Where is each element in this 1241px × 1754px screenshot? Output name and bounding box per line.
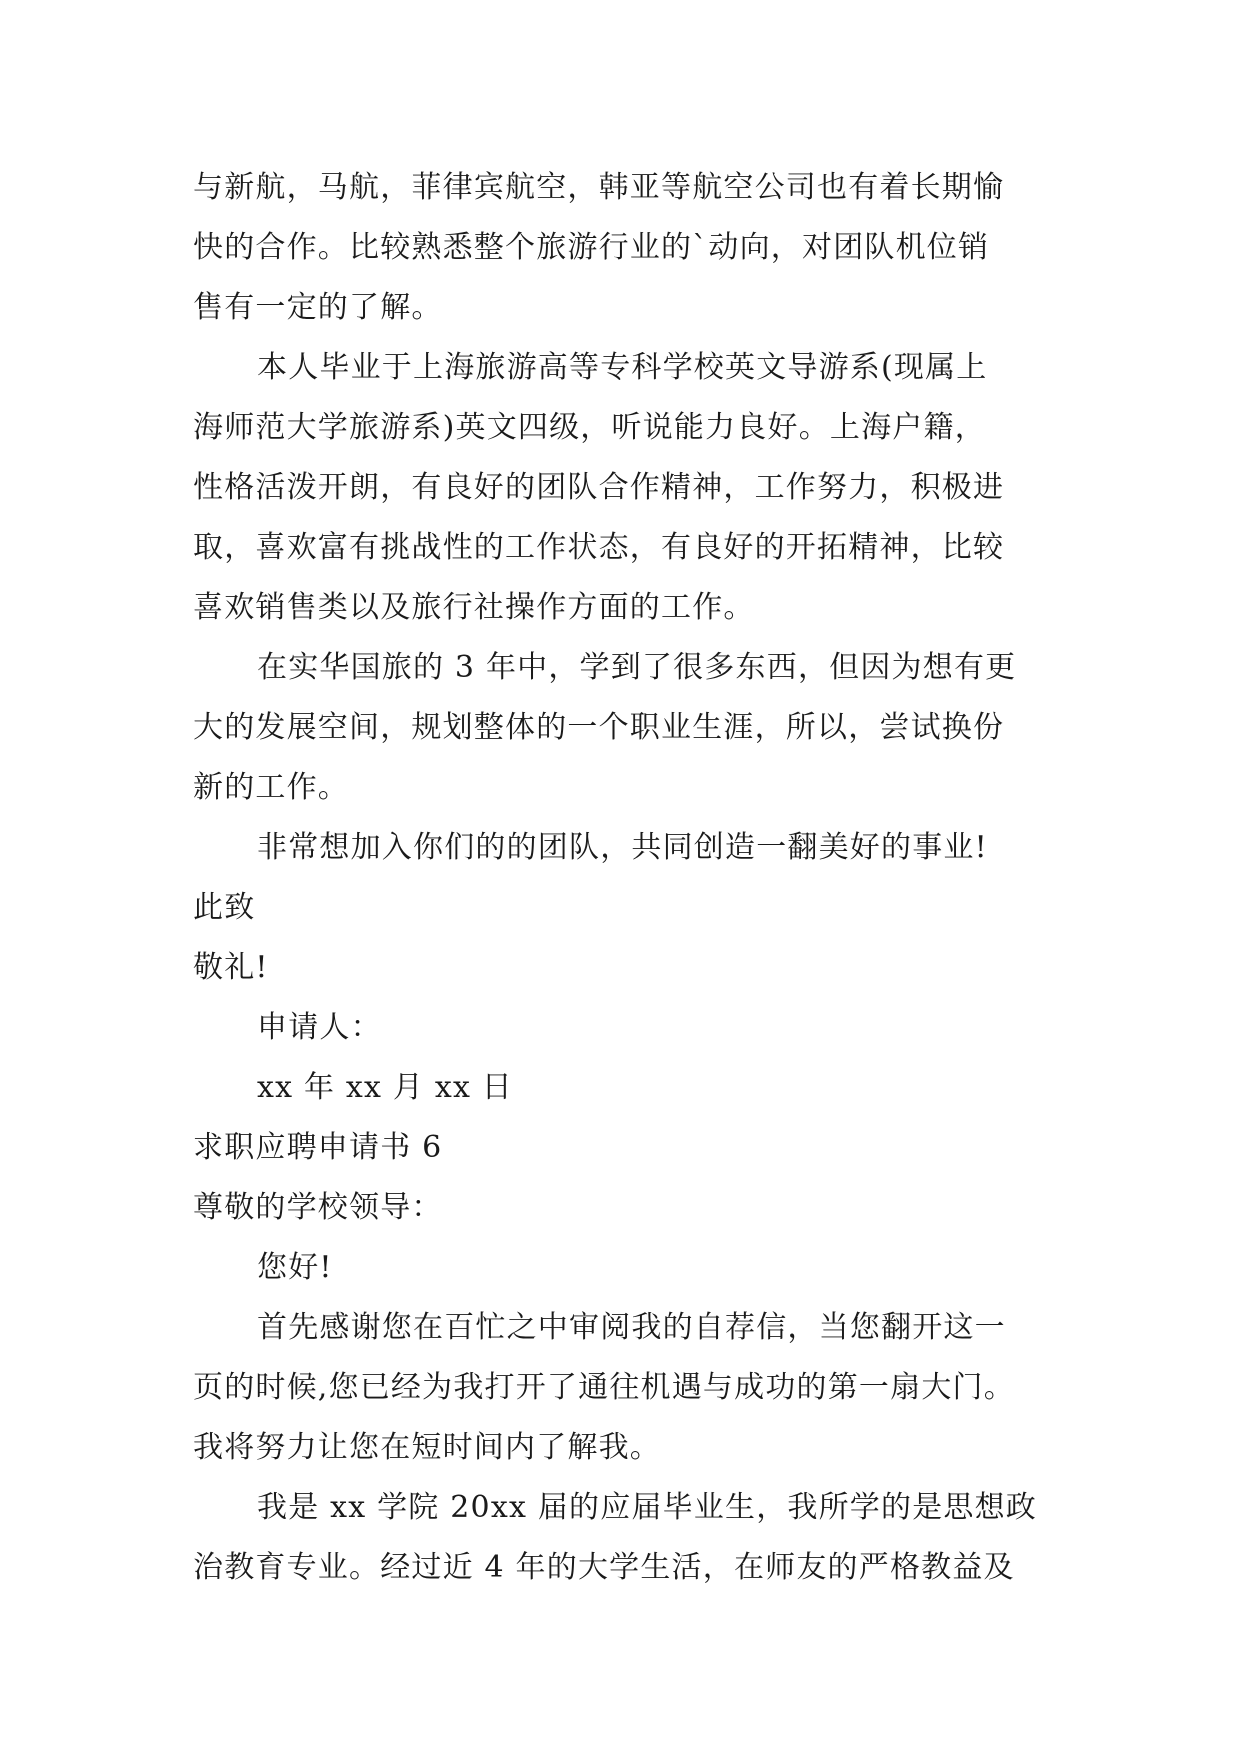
text-line: 敬礼! <box>193 950 269 985</box>
text-line: 本人毕业于上海旅游高等专科学校英文导游系(现属上 <box>257 350 988 385</box>
text-line: 求职应聘申请书 6 <box>193 1130 443 1165</box>
text-line: 治教育专业。经过近 4 年的大学生活，在师友的严格教益及 <box>193 1550 1015 1585</box>
text-line: 我是 xx 学院 20xx 届的应届毕业生，我所学的是思想政 <box>257 1490 1037 1525</box>
text-line: 快的合作。比较熟悉整个旅游行业的`动向，对团队机位销 <box>193 230 990 265</box>
text-line: 售有一定的了解。 <box>193 290 443 325</box>
text-line: 首先感谢您在百忙之中审阅我的自荐信，当您翻开这一 <box>257 1310 1006 1345</box>
text-line: 页的时候,您已经为我打开了通往机遇与成功的第一扇大门。 <box>193 1370 1015 1405</box>
text-line: 取，喜欢富有挑战性的工作状态，有良好的开拓精神，比较 <box>193 530 1005 565</box>
text-line: 我将努力让您在短时间内了解我。 <box>193 1430 661 1465</box>
text-line: 申请人： <box>257 1010 382 1045</box>
text-line: 新的工作。 <box>193 770 349 805</box>
text-line: 海师范大学旅游系)英文四级，听说能力良好。上海户籍， <box>193 410 986 445</box>
text-line: 在实华国旅的 3 年中，学到了很多东西，但因为想有更 <box>257 650 1017 685</box>
text-line: 大的发展空间，规划整体的一个职业生涯，所以，尝试换份 <box>193 710 1005 745</box>
text-line: 非常想加入你们的的团队，共同创造一翻美好的事业! <box>257 830 988 865</box>
text-line: xx 年 xx 月 xx 日 <box>257 1070 513 1105</box>
text-line: 尊敬的学校领导： <box>193 1190 443 1225</box>
text-line: 与新航，马航，菲律宾航空，韩亚等航空公司也有着长期愉 <box>193 170 1005 205</box>
document-body <box>193 158 1059 1598</box>
text-line: 此致 <box>193 890 256 925</box>
text-line: 您好! <box>257 1250 333 1285</box>
text-line: 喜欢销售类以及旅行社操作方面的工作。 <box>193 590 755 625</box>
text-line: 性格活泼开朗，有良好的团队合作精神，工作努力，积极进 <box>193 470 1005 505</box>
